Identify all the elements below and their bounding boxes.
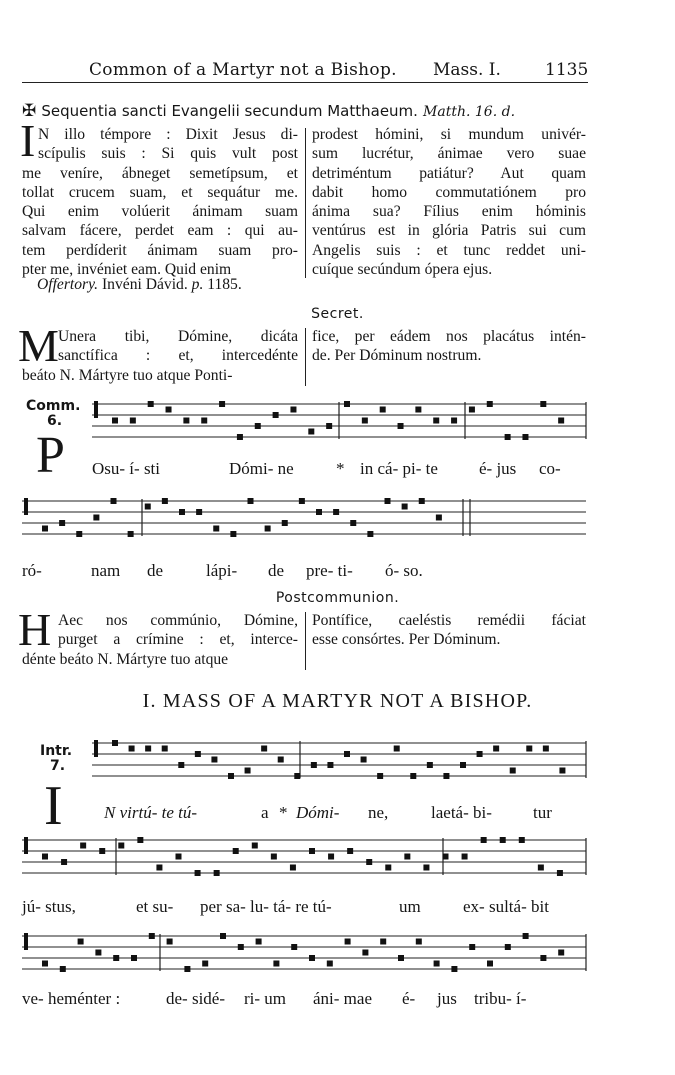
postcommunion-heading: Postcommunion. — [275, 590, 400, 606]
neume — [233, 848, 239, 854]
neume — [423, 865, 429, 871]
neume — [149, 933, 155, 939]
neume — [299, 498, 305, 504]
neume — [273, 412, 279, 418]
syllable: pre- ti- — [306, 561, 353, 580]
neume — [362, 418, 368, 424]
text-line: dabit homo commutatiónem pro — [312, 183, 586, 201]
neume — [469, 407, 475, 413]
text-line: de. Per Dóminum nostrum. — [312, 347, 482, 365]
neume — [394, 746, 400, 752]
neume — [265, 526, 271, 532]
neume — [415, 407, 421, 413]
neume — [238, 944, 244, 950]
neume — [398, 423, 404, 429]
syllable: ve- heménter : — [22, 989, 121, 1008]
neume — [183, 418, 189, 424]
neume — [255, 423, 261, 429]
offertory-label: Offertory. — [37, 276, 99, 293]
offertory-text: Invéni Dávid. — [101, 276, 188, 293]
neume — [433, 418, 439, 424]
offertory-page: 1185. — [207, 276, 242, 293]
text-line: prodest hómini, si mundum univér- — [312, 126, 586, 143]
mass-title: I. MASS OF A MARTYR NOT A BISHOP. — [142, 690, 533, 712]
neume — [377, 773, 383, 779]
neume — [291, 944, 297, 950]
neume — [237, 434, 243, 440]
neume — [462, 854, 468, 860]
text-line: N illo témpore : Dixit Jesus di- — [38, 126, 298, 143]
syllable: de — [268, 561, 285, 580]
syllable: ri- um — [244, 989, 287, 1008]
neume — [366, 859, 372, 865]
neume — [519, 837, 525, 843]
neume — [42, 526, 48, 532]
neume — [162, 498, 168, 504]
neume — [60, 966, 66, 972]
introit-drop-cap: I — [44, 775, 63, 837]
syllable: Dómi- — [296, 803, 340, 822]
postcommunion-drop-cap: H — [18, 604, 52, 655]
neume — [308, 429, 314, 435]
neume — [451, 418, 457, 424]
neume — [95, 950, 101, 956]
text-line: sum lucrétur, ánimae vero suae — [312, 145, 586, 163]
syllable: áni- mae — [313, 989, 372, 1008]
neume — [328, 854, 334, 860]
neume — [137, 837, 143, 843]
neume — [80, 843, 86, 849]
neume — [309, 955, 315, 961]
neume — [213, 526, 219, 532]
clef-icon — [24, 933, 28, 950]
neume — [184, 966, 190, 972]
text-line: ánima sua? Fílius enim hóminis — [312, 203, 586, 221]
text-line: purget a crímine : et, interce- — [58, 631, 298, 649]
neume — [481, 837, 487, 843]
syllable: ró- — [22, 561, 42, 580]
neume — [128, 531, 134, 537]
neume — [230, 531, 236, 537]
syllable: ó- so. — [385, 561, 423, 580]
neume — [477, 751, 483, 757]
neume — [523, 933, 529, 939]
clef-icon — [24, 498, 28, 515]
introit-label: Intr. — [40, 743, 73, 759]
neume — [112, 740, 118, 746]
neume — [219, 401, 225, 407]
neume — [402, 504, 408, 510]
neume — [404, 854, 410, 860]
syllable: in cá- pi- te — [360, 459, 438, 478]
syllable: co- — [539, 459, 561, 478]
neume — [201, 418, 207, 424]
syllable: Osu- í- sti — [92, 459, 160, 478]
neume — [76, 531, 82, 537]
neume — [443, 773, 449, 779]
neume — [256, 939, 262, 945]
neume — [278, 757, 284, 763]
neume — [112, 418, 118, 424]
neume — [167, 939, 173, 945]
syllable: N virtú- te tú- — [104, 803, 198, 822]
neume — [487, 401, 493, 407]
neume — [558, 950, 564, 956]
neume — [195, 751, 201, 757]
text-line: Qui enim volúerit ánimam suam — [22, 203, 298, 221]
neume — [540, 401, 546, 407]
neume — [261, 746, 267, 752]
offertory-p: p. — [191, 276, 204, 293]
neume — [202, 961, 208, 967]
neume — [558, 418, 564, 424]
header-mass: Mass. I. — [433, 60, 501, 80]
neume — [419, 498, 425, 504]
gospel-drop-cap: I — [20, 115, 36, 166]
syllable: um — [399, 897, 421, 916]
text-line: tem perdíderit ánimam suam pro- — [22, 241, 298, 259]
neume — [316, 509, 322, 515]
secret-drop-cap: M — [18, 320, 59, 371]
neume — [398, 955, 404, 961]
neume — [309, 848, 315, 854]
syllable: per sa- lu- tá- re tú- — [200, 897, 332, 916]
syllable: ex- sultá- bit — [463, 897, 549, 916]
text-line: scípulis suis : Si quis vult post — [38, 145, 298, 163]
secret-heading: Secret. — [311, 306, 364, 322]
neume — [505, 434, 511, 440]
neume — [196, 509, 202, 515]
neume — [327, 762, 333, 768]
neume — [350, 520, 356, 526]
text-line: me veníre, ábneget semetípsum, et — [22, 164, 298, 182]
syllable: Dómi- ne — [229, 459, 294, 478]
neume — [443, 854, 449, 860]
neume — [211, 757, 217, 763]
syllable: é- jus — [479, 459, 517, 478]
text-line: beáto N. Mártyre tuo atque Ponti- — [22, 366, 233, 384]
neume — [145, 504, 151, 510]
gospel-heading-text: Sequentia sancti Evangelii secundum Matthaeum. — [41, 102, 418, 120]
neume — [178, 762, 184, 768]
asterisk: * — [336, 459, 345, 478]
clef-icon — [94, 740, 98, 757]
neume — [344, 751, 350, 757]
text-line: cuíque secúndum ópera ejus. — [312, 261, 493, 279]
asterisk: * — [279, 803, 288, 822]
neume — [469, 944, 475, 950]
introit-mode: 7. — [50, 758, 66, 774]
text-line: pter me, invéniet eam. Quid enim — [22, 261, 232, 279]
syllable: ne, — [368, 803, 389, 822]
neume — [344, 401, 350, 407]
syllable: tribu- í- — [474, 989, 527, 1008]
neume — [162, 746, 168, 752]
neume — [493, 746, 499, 752]
neume — [500, 837, 506, 843]
neume — [113, 955, 119, 961]
neume — [118, 843, 124, 849]
text-line: salvam fácere, perdet eam : qui au- — [22, 222, 298, 240]
text-line: detriméntum patiátur? Aut quam — [312, 164, 586, 182]
neume — [290, 407, 296, 413]
neume — [59, 520, 65, 526]
syllable: et su- — [136, 897, 174, 916]
syllable: tur — [533, 803, 552, 822]
neume — [273, 961, 279, 967]
cross-icon: ✠ — [22, 101, 37, 121]
syllable: jus — [437, 989, 457, 1008]
neume — [148, 401, 154, 407]
neume — [333, 509, 339, 515]
neume — [385, 498, 391, 504]
neume — [526, 746, 532, 752]
clef-icon — [24, 837, 28, 854]
neume — [434, 961, 440, 967]
text-line: Unera tibi, Dómine, dicáta — [58, 328, 298, 345]
text-line: Pontífice, caeléstis remédii fáciat — [312, 612, 586, 629]
text-line: esse consórtes. Per Dóminum. — [312, 631, 501, 649]
text-line: sanctífica : et, intercedénte — [58, 347, 298, 365]
neume — [248, 498, 254, 504]
neume — [282, 520, 288, 526]
neume — [427, 762, 433, 768]
communion-label: Comm. — [26, 398, 81, 414]
communion-mode: 6. — [47, 413, 63, 429]
neume — [42, 961, 48, 967]
neume — [416, 939, 422, 945]
syllable: de- sidé- — [166, 989, 226, 1008]
syllable: nam — [91, 561, 121, 580]
neume — [559, 768, 565, 774]
neume — [131, 955, 137, 961]
neume — [557, 870, 563, 876]
neume — [385, 865, 391, 871]
neume — [179, 509, 185, 515]
neume — [367, 531, 373, 537]
syllable: laetá- bi- — [431, 803, 492, 822]
neume — [362, 950, 368, 956]
neume — [220, 933, 226, 939]
neume — [130, 418, 136, 424]
neume — [271, 854, 277, 860]
syllable: jú- stus, — [22, 897, 76, 916]
neume — [176, 854, 182, 860]
neume — [460, 762, 466, 768]
neume — [327, 961, 333, 967]
neume — [156, 865, 162, 871]
neume — [326, 423, 332, 429]
neume — [487, 961, 493, 967]
gospel-reference: Matth. 16. d. — [423, 104, 516, 120]
neume — [522, 434, 528, 440]
text-line: dénte beáto N. Mártyre tuo atque — [22, 650, 229, 668]
neume — [410, 773, 416, 779]
neume — [347, 848, 353, 854]
neume — [42, 854, 48, 860]
text-line: fice, per eádem nos placátus intén- — [312, 328, 586, 345]
communion-drop-cap: P — [36, 427, 65, 484]
syllable: lápi- — [206, 561, 238, 580]
neume — [540, 955, 546, 961]
syllable: é- — [402, 989, 416, 1008]
neume — [311, 762, 317, 768]
neume — [294, 773, 300, 779]
neume — [99, 848, 105, 854]
text-line: Angelis suis : et tunc reddet uni- — [312, 241, 586, 259]
neume — [451, 966, 457, 972]
neume — [252, 843, 258, 849]
text-line: ventúrus est in glória Patris sui cum — [312, 222, 586, 240]
page-number: 1135 — [545, 60, 589, 80]
neume — [380, 939, 386, 945]
neume — [111, 498, 117, 504]
text-line: tollat crucem suam, et sequátur me. — [22, 183, 298, 201]
neume — [195, 870, 201, 876]
neume — [538, 865, 544, 871]
text-line: Aec nos commúnio, Dómine, — [58, 612, 298, 629]
neume — [505, 944, 511, 950]
neume — [166, 407, 172, 413]
neume — [228, 773, 234, 779]
neume — [510, 768, 516, 774]
neume — [145, 746, 151, 752]
header-title: Common of a Martyr not a Bishop. — [89, 60, 397, 80]
syllable: de — [147, 561, 164, 580]
neume — [61, 859, 67, 865]
neume — [380, 407, 386, 413]
neume — [436, 515, 442, 521]
neume — [78, 939, 84, 945]
clef-icon — [94, 401, 98, 418]
neume — [543, 746, 549, 752]
neume — [214, 870, 220, 876]
neume — [345, 939, 351, 945]
neume — [361, 757, 367, 763]
neume — [129, 746, 135, 752]
neume — [290, 865, 296, 871]
syllable: a — [261, 803, 269, 822]
neume — [245, 768, 251, 774]
neume — [93, 515, 99, 521]
